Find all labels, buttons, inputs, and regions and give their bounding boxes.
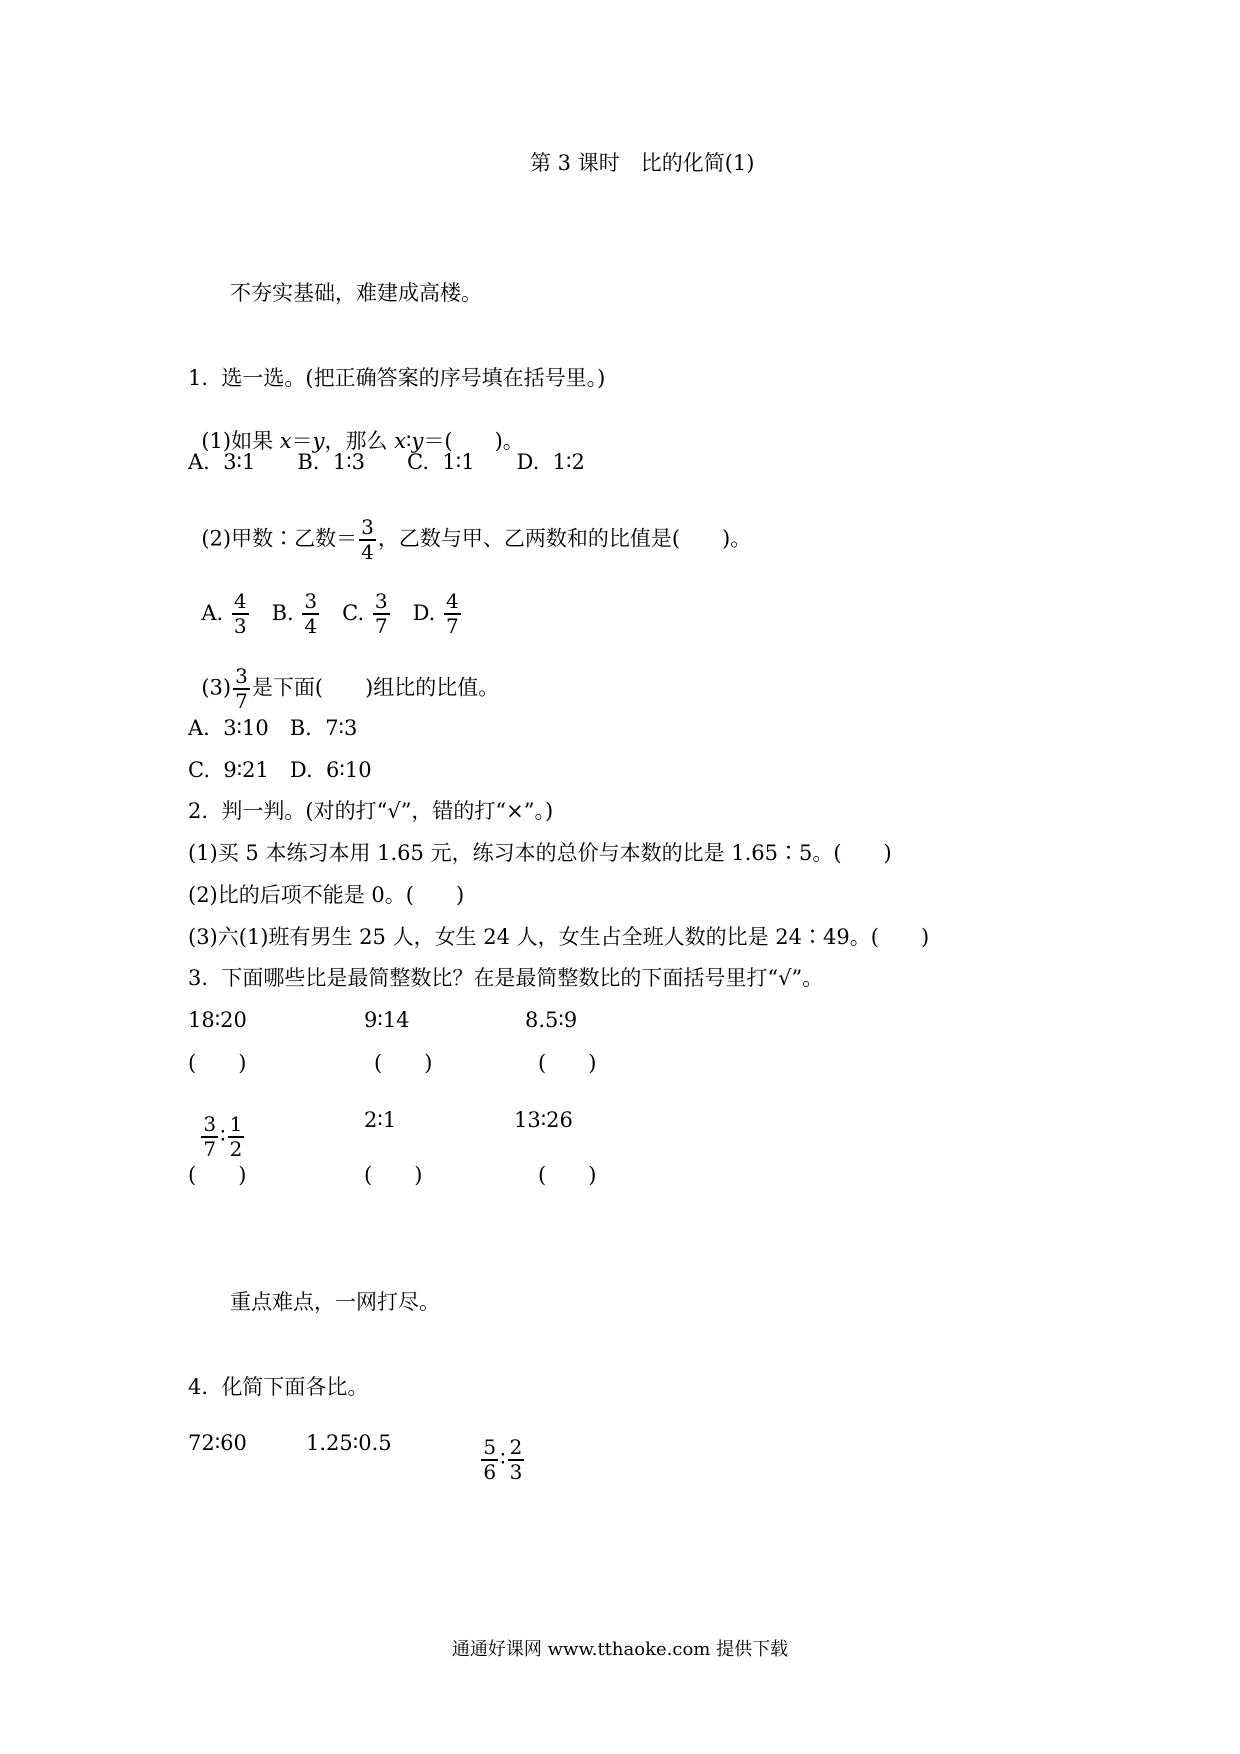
q2-stem: 2. 判一判。(对的打“√”，错的打“×”。) — [188, 799, 554, 823]
fraction-denominator: 7 — [374, 614, 388, 638]
q3-answer-paren[interactable]: ( ) — [538, 1051, 597, 1075]
fraction-numerator: 1 — [229, 1112, 243, 1136]
fraction — [302, 591, 319, 637]
q1-part2-prefix: (2)甲数∶乙数＝ — [201, 526, 358, 551]
q1-part2-tail: ，乙数与甲、乙两数和的比值是( )。 — [377, 526, 752, 551]
q4-ratio-2: 1.25∶0.5 — [306, 1431, 392, 1455]
q4-ratio-1: 72∶60 — [188, 1431, 247, 1455]
fraction — [201, 1114, 218, 1160]
fraction — [508, 1437, 525, 1483]
q1-part1 — [188, 410, 524, 452]
q1-part3-options-2: C. 9∶21 D. 6∶10 — [188, 758, 372, 782]
q3-ratio-3: 8.5∶9 — [525, 1008, 578, 1032]
fraction — [228, 1114, 245, 1160]
var-x: x — [394, 429, 407, 453]
ratio-colon: ∶ — [500, 1446, 506, 1471]
ratio-colon: ∶ — [406, 429, 412, 453]
q3-answer-paren[interactable]: ( ) — [188, 1051, 247, 1075]
q1-part1-mid: ，那么 — [324, 429, 395, 453]
fraction — [481, 1437, 498, 1483]
option-a — [201, 589, 250, 638]
option-d — [412, 589, 463, 638]
fraction-denominator: 3 — [509, 1460, 523, 1484]
fraction-numerator: 3 — [374, 589, 388, 613]
option-label: B. — [271, 600, 301, 625]
option-c — [342, 589, 391, 638]
q3-answer-paren[interactable]: ( ) — [374, 1051, 433, 1075]
option-label: A. — [201, 600, 230, 625]
q3-ratio-5: 2∶1 — [364, 1108, 397, 1132]
q3-answer-paren[interactable]: ( ) — [538, 1163, 597, 1187]
q3-ratio-6: 13∶26 — [514, 1108, 573, 1132]
var-x: x — [279, 429, 292, 453]
fraction — [232, 591, 249, 637]
option-b — [271, 589, 322, 638]
fraction-denominator: 3 — [233, 614, 247, 638]
page-footer: 通通好课网 www.tthaoke.com 提供下载 — [451, 1639, 789, 1660]
q2-item-3: (3)六(1)班有男生 25 人，女生 24 人，女生占全班人数的比是 24∶49。( ) — [188, 925, 930, 949]
page-title: 第 3 课时 比的化简(1) — [530, 151, 755, 175]
fraction-numerator: 3 — [203, 1112, 217, 1136]
section-heading-key-points: 重点难点，一网打尽。 — [230, 1290, 440, 1314]
q2-item-1: (1)买 5 本练习本用 1.65 元，练习本的总价与本数的比是 1.65∶5。( ) — [188, 841, 892, 865]
q1-part1-options: A. 3∶1 B. 1∶3 C. 1∶1 D. 1∶2 — [188, 450, 585, 474]
fraction-denominator: 2 — [229, 1137, 243, 1161]
fraction-numerator: 3 — [304, 589, 318, 613]
q1-part3-tail: 是下面( )组比的比值。 — [251, 675, 500, 700]
q2-item-2: (2)比的后项不能是 0。( ) — [188, 883, 465, 907]
var-y: y — [312, 429, 325, 453]
equals-sign: ＝ — [291, 429, 313, 453]
section-heading-basics: 不夯实基础，难建成高楼。 — [230, 281, 482, 305]
var-y: y — [411, 429, 424, 453]
fraction-denominator: 6 — [483, 1460, 497, 1484]
q1-part2 — [188, 496, 751, 563]
fraction-denominator: 4 — [304, 614, 318, 638]
q1-part3-prefix: (3) — [201, 675, 232, 700]
q1-part3-options-1: A. 3∶10 B. 7∶3 — [188, 716, 358, 740]
fraction-denominator: 4 — [361, 540, 374, 564]
ratio-colon: ∶ — [220, 1123, 226, 1148]
fraction — [444, 591, 461, 637]
q1-part2-options — [188, 570, 463, 637]
fraction-denominator: 7 — [203, 1137, 217, 1161]
q1-part1-prefix: (1)如果 — [201, 429, 280, 453]
q1-part1-tail: ＝( )。 — [423, 429, 524, 453]
fraction-numerator: 4 — [446, 589, 459, 613]
option-label: C. — [342, 600, 371, 625]
option-label: D. — [412, 600, 443, 625]
fraction-numerator: 2 — [509, 1435, 523, 1459]
q1-stem: 1. 选一选。(把正确答案的序号填在括号里。) — [188, 366, 606, 390]
q4-ratio-3 — [466, 1416, 526, 1483]
fraction — [359, 517, 376, 563]
fraction — [373, 591, 390, 637]
fraction-denominator: 7 — [235, 689, 248, 713]
q4-stem: 4. 化简下面各比。 — [188, 1375, 369, 1399]
q3-answer-paren[interactable]: ( ) — [364, 1163, 423, 1187]
fraction-numerator: 4 — [233, 589, 247, 613]
fraction — [233, 666, 250, 712]
q3-ratio-2: 9∶14 — [364, 1008, 410, 1032]
fraction-numerator: 5 — [483, 1435, 497, 1459]
fraction-numerator: 3 — [235, 664, 248, 688]
q3-answer-paren[interactable]: ( ) — [188, 1163, 247, 1187]
q1-part3 — [188, 645, 499, 712]
q3-ratio-1: 18∶20 — [188, 1008, 247, 1032]
q3-ratio-4 — [186, 1093, 246, 1160]
fraction-numerator: 3 — [361, 515, 374, 539]
q3-stem: 3. 下面哪些比是最简整数比？在是最简整数比的下面括号里打“√”。 — [188, 966, 824, 990]
fraction-denominator: 7 — [446, 614, 459, 638]
